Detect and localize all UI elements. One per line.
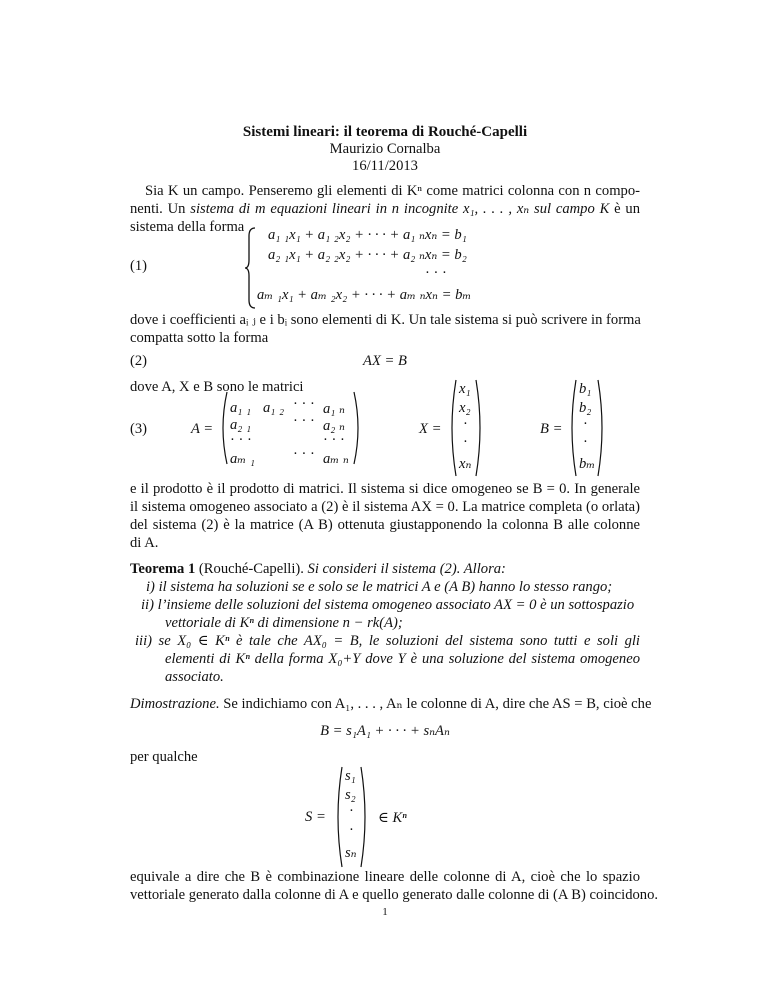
X-cell-2: x₂: [459, 400, 471, 416]
B-cell-2: b₂: [579, 400, 592, 416]
intro-line-2c: è un: [609, 201, 640, 217]
matrix-X-left-paren: [446, 378, 458, 478]
proof-text-1: Se indichiamo con A₁, . . . , Aₙ le colonne di A, dire che AS = B, cioè che: [223, 696, 652, 712]
theorem-item-ii-2: vettoriale di Kⁿ di dimensione n − rk(A);: [165, 615, 403, 631]
A-cell-13: · · ·: [293, 396, 315, 412]
vector-S-left-paren: [332, 765, 344, 869]
equation-2: AX = B: [363, 353, 407, 369]
proof-line-2: per qualche: [130, 749, 198, 765]
paper-title: Sistemi lineari: il teorema di Rouché-Capelli: [242, 124, 528, 140]
B-cell-3: ·: [583, 416, 588, 432]
B-cell-4: ·: [583, 434, 588, 450]
proof-equation: B = s₁A₁ + · · · + sₙAₙ: [320, 723, 450, 739]
eq1-row-dots: · · ·: [425, 265, 447, 281]
matrix-B-right-paren: [596, 378, 608, 478]
proof-line-1: [130, 695, 652, 714]
A-cell-2n: a₂ ₙ: [323, 418, 345, 434]
A-cell-1n: a₁ ₙ: [323, 401, 345, 417]
X-cell-n: xₙ: [459, 456, 472, 472]
eq1-row-2: a₂ ₁x₁ + a₂ ₂x₂ + · · · + a₂ ₙxₙ = b₂: [268, 247, 467, 263]
matrix-B-left-paren: [566, 378, 578, 478]
page-number: 1: [382, 906, 388, 918]
matrix-A-left-paren: [217, 390, 229, 466]
intro-definition: sistema di m equazioni lineari in n incognite x₁, . . . , xₙ sul campo K: [190, 201, 610, 217]
equation-1-number: (1): [130, 258, 148, 274]
theorem-label: Teorema 1: [130, 561, 196, 577]
left-brace-icon: [243, 226, 257, 310]
theorem-name: (Rouché-Capelli).: [198, 561, 304, 577]
theorem-item-ii-1: ii) l’insieme delle soluzioni del sistema omogeneo associato AX = 0 è un sottospazio: [141, 597, 635, 613]
theorem-item-i: i) il sistema ha soluzioni se e solo se le matrici A e (A B) hanno lo stesso rango;: [146, 579, 613, 595]
matrix-B-label: B =: [540, 421, 563, 437]
after3-line-1: e il prodotto è il prodotto di matrici. Il sistema si dice omogeneo se B = 0. In generale: [130, 481, 640, 497]
eq1-row-1: a₁ ₁x₁ + a₁ ₂x₂ + · · · + a₁ ₙxₙ = b₁: [268, 227, 467, 243]
A-cell-m3: · · ·: [293, 446, 315, 462]
matrix-X-label: X =: [419, 421, 442, 437]
S-cell-n: sₙ: [345, 845, 357, 861]
proof-line-3: equivale a dire che B è combinazione lineare delle colonne di A, cioè che lo spazio: [130, 869, 640, 885]
theorem-lead: Si consideri il sistema (2). Allora:: [307, 561, 506, 577]
theorem-item-iii-3: associato.: [165, 669, 224, 685]
matrix-A-label: A =: [191, 421, 214, 437]
after3-line-2: il sistema omogeneo associato a (2) è il sistema AX = 0. La matrice completa (o orlata): [130, 499, 640, 515]
S-cell-2: s₂: [345, 787, 356, 803]
after3-line-3: del sistema (2) è la matrice (A B) ottenuta giustapponendo la colonna B alle colonne: [130, 517, 640, 533]
intro-line-1: Sia K un campo. Penseremo gli elementi di Kⁿ come matrici colonna con n compo-: [145, 183, 640, 199]
proof-line-4: vettoriale generato dalla colonne di A e quello generato dalle colonne di (A B) coincidono.: [130, 887, 659, 903]
A-cell-12: a₁ ₂: [263, 400, 285, 416]
matrices-intro: dove A, X e B sono le matrici: [130, 379, 304, 395]
A-cell-3n: · · ·: [323, 432, 345, 448]
S-cell-4: ·: [349, 822, 354, 838]
B-cell-m: bₘ: [579, 456, 596, 472]
eq1-row-m: aₘ ₁x₁ + aₘ ₂x₂ + · · · + aₘ ₙxₙ = bₘ: [257, 287, 472, 303]
matrix-A-right-paren: [352, 390, 364, 466]
vector-S-right-paren: [359, 765, 371, 869]
theorem-item-iii-1: iii) se X₀ ∈ Kⁿ è tale che AX₀ = B, le soluzioni del sistema sono tutti e soli gli: [135, 633, 640, 649]
intro-line-2: [130, 200, 640, 219]
after3-line-4: di A.: [130, 535, 159, 551]
S-cell-3: ·: [349, 803, 354, 819]
theorem-item-iii-2: elementi di Kⁿ della forma X₀+Y dove Y è una soluzione del sistema omogeneo: [165, 651, 640, 667]
date: 16/11/2013: [352, 158, 418, 174]
author: Maurizio Cornalba: [329, 141, 441, 157]
A-cell-31: · · ·: [230, 432, 252, 448]
A-cell-23: · · ·: [293, 413, 315, 429]
equation-3-number: (3): [130, 421, 148, 437]
X-cell-4: ·: [463, 434, 468, 450]
after1-line-1: dove i coefficienti aᵢ ⱼ e i bᵢ sono elementi di K. Un tale sistema si può scrivere in forma: [130, 312, 641, 328]
B-cell-1: b₁: [579, 381, 592, 397]
X-cell-1: x₁: [459, 381, 471, 397]
vector-S-membership: ∈ Kⁿ: [378, 810, 407, 826]
equation-2-number: (2): [130, 353, 148, 369]
A-cell-mn: aₘ ₙ: [323, 451, 349, 467]
A-cell-11: a₁ ₁: [230, 400, 252, 416]
vector-S-label: S =: [305, 809, 326, 825]
X-cell-3: ·: [463, 416, 468, 432]
proof-label: Dimostrazione.: [130, 696, 220, 712]
A-cell-21: a₂ ₁: [230, 417, 252, 433]
A-cell-m1: aₘ ₁: [230, 451, 255, 467]
S-cell-1: s₁: [345, 768, 356, 784]
intro-line-3: sistema della forma: [130, 219, 245, 235]
matrix-X-right-paren: [474, 378, 486, 478]
theorem-heading: [130, 560, 640, 579]
after1-line-2: compatta sotto la forma: [130, 330, 269, 346]
intro-line-2a: nenti. Un: [130, 201, 191, 217]
